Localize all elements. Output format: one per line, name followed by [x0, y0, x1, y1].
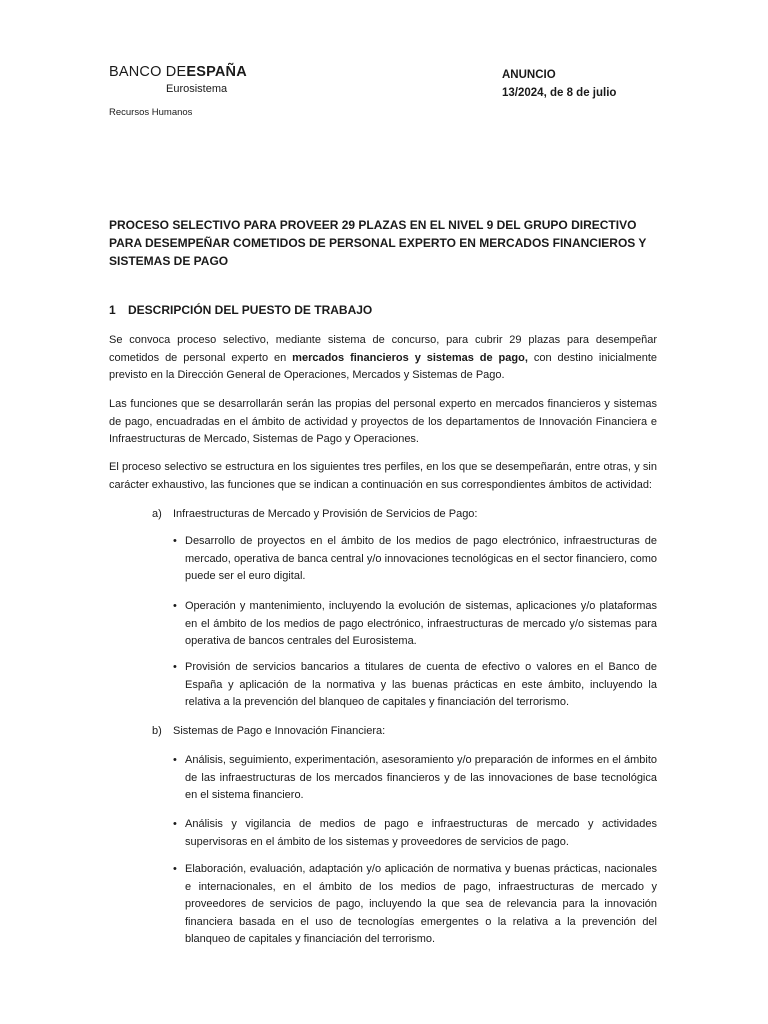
paragraph-1-text-start: Se convoca proceso selectivo, mediante sistema de concurso, para cubrir 29 plazas para desempeñar cometidos de personal experto en [109, 334, 657, 364]
profile-a-letter: a) [152, 508, 162, 520]
department-label: Recursos Humanos [109, 107, 193, 118]
logo-wordmark-part1: BANCO DE [109, 64, 187, 80]
list-item-text: Análisis y vigilancia de medios de pago e infraestructuras de mercado y actividades supervisoras en el ámbito de los sistemas y proveedores de servicios de pago. [185, 818, 657, 848]
bullet-icon: • [173, 661, 177, 673]
paragraph-1 [109, 332, 657, 385]
list-item [173, 659, 657, 712]
bank-logo [109, 64, 247, 96]
bullet-icon: • [173, 600, 177, 612]
list-item-text: Desarrollo de proyectos en el ámbito de los medios de pago electrónico, infraestructuras de mercado, operativa de banca central y/o innovaciones tecnológicas en el sector financiero, como puede ser el euro digital. [185, 535, 657, 582]
logo-wordmark [109, 64, 247, 80]
profile-a-heading [152, 506, 477, 523]
section-number: 1 [109, 303, 116, 317]
profile-b-letter: b) [152, 725, 162, 737]
document-title: PROCESO SELECTIVO PARA PROVEER 29 PLAZAS EN EL NIVEL 9 DEL GRUPO DIRECTIVO PARA DESEMPEÑAR COMETIDOS DE PERSONAL EXPERTO EN MERCADOS FINANCIEROS Y SISTEMAS DE PAGO [109, 218, 647, 268]
profile-b-heading [152, 723, 385, 740]
list-item-text: Elaboración, evaluación, adaptación y/o aplicación de normativa y buenas prácticas, nacionales e internacionales, en el ámbito de los medios de pago, infraestructuras de mercado y proveedores de servicios de pago, incluyendo la que sea de relevancia para la innovación financiera basada en el uso de tecnologías emergentes o la relativa a la prevención del blanqueo de capitales y financiación del terrorismo. [185, 863, 657, 945]
announcement-reference: 13/2024, de 8 de julio [502, 87, 617, 99]
list-item-text: Provisión de servicios bancarios a titulares de cuenta de efectivo o valores en el Banco de España y aplicación de la normativa y las buenas prácticas en este ámbito, incluyendo la relativa a la prevención del blanqueo de capitales y financiación del terrorismo. [185, 661, 657, 708]
profile-a-title: Infraestructuras de Mercado y Provisión de Servicios de Pago: [173, 508, 478, 520]
announcement-label: ANUNCIO [502, 69, 556, 81]
paragraph-1-text-end: con destino inicialmente previsto en la Dirección General de Operaciones, Mercados y Sistemas de Pago. [109, 351, 657, 381]
list-item [173, 533, 657, 586]
paragraph-3: El proceso selectivo se estructura en los siguientes tres perfiles, en los que se desempeñarán, entre otras, y sin carácter exhaustivo, las funciones que se indican a continuación en sus correspondientes ámbitos de actividad: [109, 461, 657, 491]
bullet-icon: • [173, 818, 177, 830]
list-item [173, 752, 657, 805]
logo-wordmark-part2: ESPAÑA [186, 64, 247, 80]
paragraph-2: Las funciones que se desarrollarán serán las propias del personal experto en mercados financieros y sistemas de pago, encuadradas en el ámbito de actividad y proyectos de los departamentos de Innovación Financiera e Infraestructuras de Mercado, Sistemas de Pago y Operaciones. [109, 398, 657, 445]
bullet-icon: • [173, 863, 177, 875]
profile-b-title: Sistemas de Pago e Innovación Financiera: [173, 725, 386, 737]
announcement-block [502, 66, 616, 102]
list-item [173, 816, 657, 851]
section-heading-text: DESCRIPCIÓN DEL PUESTO DE TRABAJO [128, 303, 373, 317]
list-item-text: Análisis, seguimiento, experimentación, asesoramiento y/o preparación de informes en el ámbito de las infraestructuras de los mercados financieros y de las innovaciones de base tecnológica en el sistema financiero. [185, 754, 657, 801]
bullet-icon: • [173, 754, 177, 766]
list-item [173, 598, 657, 651]
list-item-text: Operación y mantenimiento, incluyendo la evolución de sistemas, aplicaciones y/o plataformas en el ámbito de los medios de pago electrónico, infraestructuras de mercado y/o sistemas para operativa de bancos centrales del Eurosistema. [185, 600, 657, 647]
section-heading [109, 303, 372, 317]
logo-subtitle: Eurosistema [166, 83, 228, 95]
paragraph-1-emphasis: mercados financieros y sistemas de pago, [292, 351, 528, 364]
list-item [173, 861, 657, 949]
bullet-icon: • [173, 535, 177, 547]
